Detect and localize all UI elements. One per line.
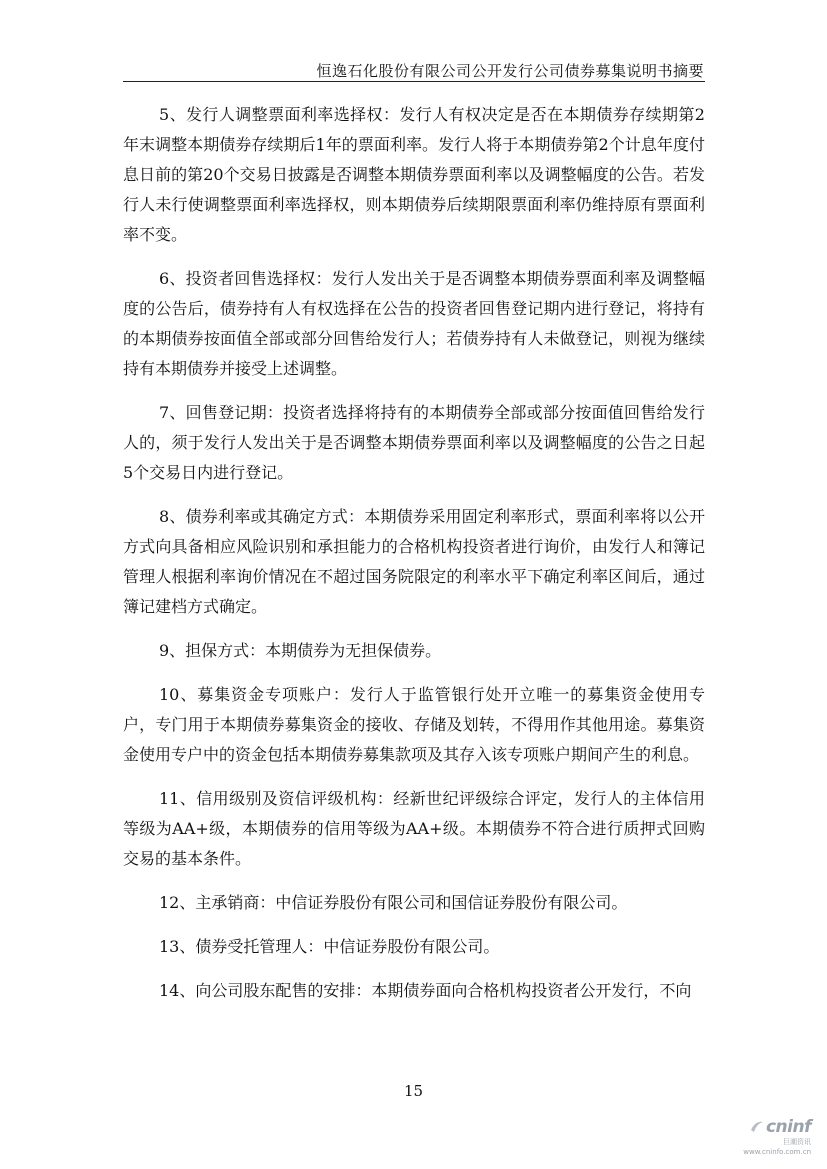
paragraph-item-12: 12、主承销商：中信证券股份有限公司和国信证券股份有限公司。 [159, 893, 628, 912]
paragraph-item-6: 6、投资者回售选择权：发行人发出关于是否调整本期债券票面利率及调整幅度的公告后，债券持有人有权选择在公告的投资者回售登记期内进行登记，将持有的本期债券按面值全部或部分回售给发行人；若债券持有人未做登记，则视为继续持有本期债券并接受上述调整。 [123, 269, 705, 378]
paragraph-item-9: 9、担保方式：本期债券为无担保债券。 [159, 641, 442, 660]
header-divider [123, 81, 705, 82]
paragraph-item-11: 11、信用级别及资信评级机构：经新世纪评级综合评定，发行人的主体信用等级为AA+级，本期债券的信用等级为AA+级。本期债券不符合进行质押式回购交易的基本条件。 [123, 789, 705, 868]
paragraph-item-7: 7、回售登记期：投资者选择将持有的本期债券全部或部分按面值回售给发行人的，须于发行人发出关于是否调整本期债券票面利率以及调整幅度的公告之日起5个交易日内进行登记。 [123, 403, 705, 482]
document-header-title: 恒逸石化股份有限公司公开发行公司债券募集说明书摘要 [316, 62, 704, 80]
cninfo-watermark [735, 1116, 811, 1160]
watermark-url: www.cninfo.com.cn [743, 1148, 811, 1156]
page-number: 15 [403, 1082, 424, 1100]
cninfo-logo [735, 1116, 811, 1138]
watermark-cn-text: 巨潮资讯 [783, 1138, 811, 1146]
document-body [123, 100, 705, 1020]
paragraph-item-14: 14、向公司股东配售的安排：本期债券面向合格机构投资者公开发行，不向 [159, 981, 692, 1000]
watermark-logo-text: cninf [765, 1117, 811, 1137]
paragraph-item-8: 8、债券利率或其确定方式：本期债券采用固定利率形式，票面利率将以公开方式向具备相应风险识别和承担能力的合格机构投资者进行询价，由发行人和簿记管理人根据利率询价情况在不超过国务院限定的利率水平下确定利率区间后，通过簿记建档方式确定。 [123, 507, 705, 616]
paragraph-item-5: 5、发行人调整票面利率选择权：发行人有权决定是否在本期债券存续期第2年末调整本期债券存续期后1年的票面利率。发行人将于本期债券第2个计息年度付息日前的第20个交易日披露是否调整本期债券票面利率以及调整幅度的公告。若发行人未行使调整票面利率选择权，则本期债券后续期限票面利率仍维持原有票面利率不变。 [123, 105, 705, 244]
paragraph-item-10: 10、募集资金专项账户：发行人于监管银行处开立唯一的募集资金使用专户，专门用于本期债券募集资金的接收、存储及划转，不得用作其他用途。募集资金使用专户中的资金包括本期债券募集款项及其存入该专项账户期间产生的利息。 [123, 685, 705, 764]
paragraph-item-13: 13、债券受托管理人：中信证券股份有限公司。 [159, 937, 500, 956]
swoosh-icon [750, 1120, 764, 1134]
